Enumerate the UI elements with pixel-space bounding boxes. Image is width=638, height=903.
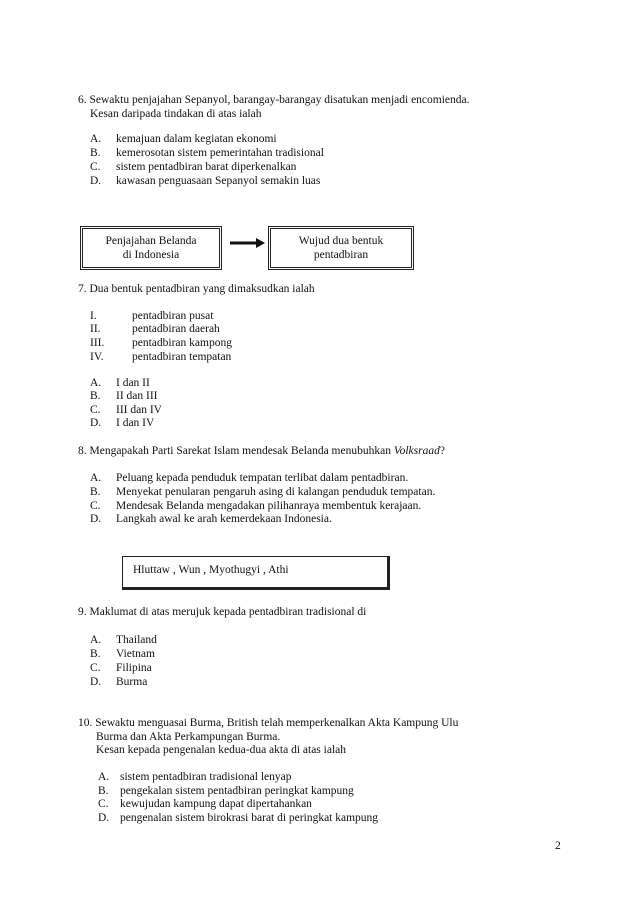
diagram-right-line1: Wujud dua bentuk xyxy=(298,235,384,247)
q8-option-a: A. Peluang kepada penduduk tempatan terlibat dalam pentadbiran. xyxy=(90,472,409,484)
q10-option-b: B. pengekalan sistem pentadbiran peringkat kampung xyxy=(98,785,354,797)
q7-option-a: A. I dan II xyxy=(90,377,150,389)
q10-option-a: A. sistem pentadbiran tradisional lenyap xyxy=(98,771,292,783)
q6-stem-line1: 6. Sewaktu penjajahan Sepanyol, barangay-barangay disatukan menjadi encomienda. xyxy=(78,94,470,106)
q6-option-b: B. kemerosotan sistem pemerintahan tradisional xyxy=(90,147,324,159)
q9-option-b: B. Vietnam xyxy=(90,648,155,660)
q6-option-d: D. kawasan penguasaan Sepanyol semakin luas xyxy=(90,175,321,187)
q10-stem-line2: Burma dan Akta Perkampungan Burma. xyxy=(96,731,281,743)
q9-stem: 9. Maklumat di atas merujuk kepada pentadbiran tradisional di xyxy=(78,606,367,618)
q7-item-iv: IV. pentadbiran tempatan xyxy=(90,351,232,363)
q10-stem-line1: 10. Sewaktu menguasai Burma, British telah memperkenalkan Akta Kampung Ulu xyxy=(78,717,459,729)
diagram-left-line1: Penjajahan Belanda xyxy=(105,235,197,247)
q10-stem-line3: Kesan kepada pengenalan kedua-dua akta di atas ialah xyxy=(96,744,347,756)
q10-option-c: C. kewujudan kampung dapat dipertahankan xyxy=(98,798,312,810)
q8-stem: 8. Mengapakah Parti Sarekat Islam mendesak Belanda menubuhkan Volksraad? xyxy=(78,445,445,457)
q7-option-d: D. I dan IV xyxy=(90,417,155,429)
q7-option-c: C. III dan IV xyxy=(90,404,162,416)
q6-stem-line2: Kesan daripada tindakan di atas ialah xyxy=(90,108,262,120)
q10-option-d: D. pengenalan sistem birokrasi barat di peringkat kampung xyxy=(98,812,379,824)
q7-item-iii: III. pentadbiran kampong xyxy=(90,337,232,349)
diagram-left-box xyxy=(80,226,222,270)
diagram-right-line2: pentadbiran xyxy=(313,249,369,261)
q7-stem: 7. Dua bentuk pentadbiran yang dimaksudkan ialah xyxy=(78,283,315,295)
q7-item-ii: II. pentadbiran daerah xyxy=(90,323,220,335)
q8-option-b: B. Menyekat penularan pengaruh asing di kalangan penduduk tempatan. xyxy=(90,486,436,498)
arrow-right-icon xyxy=(230,236,266,250)
q9-option-a: A. Thailand xyxy=(90,634,157,646)
q6-option-a: A. kemajuan dalam kegiatan ekonomi xyxy=(90,133,277,145)
page-number: 2 xyxy=(555,840,561,852)
info-box-text: Hluttaw , Wun , Myothugyi , Athi xyxy=(133,564,289,576)
q9-option-c: C. Filipina xyxy=(90,662,152,674)
q9-option-d: D. Burma xyxy=(90,676,148,688)
q7-item-i: I. pentadbiran pusat xyxy=(90,310,214,322)
q8-option-c: C. Mendesak Belanda mengadakan pilihanraya membentuk kerajaan. xyxy=(90,500,422,512)
diagram-left-line2: di Indonesia xyxy=(122,249,180,261)
diagram-right-box xyxy=(268,226,414,270)
info-box xyxy=(122,556,390,590)
q7-option-b: B. II dan III xyxy=(90,390,158,402)
q8-option-d: D. Langkah awal ke arah kemerdekaan Indonesia. xyxy=(90,513,332,525)
q6-option-c: C. sistem pentadbiran barat diperkenalkan xyxy=(90,161,297,173)
